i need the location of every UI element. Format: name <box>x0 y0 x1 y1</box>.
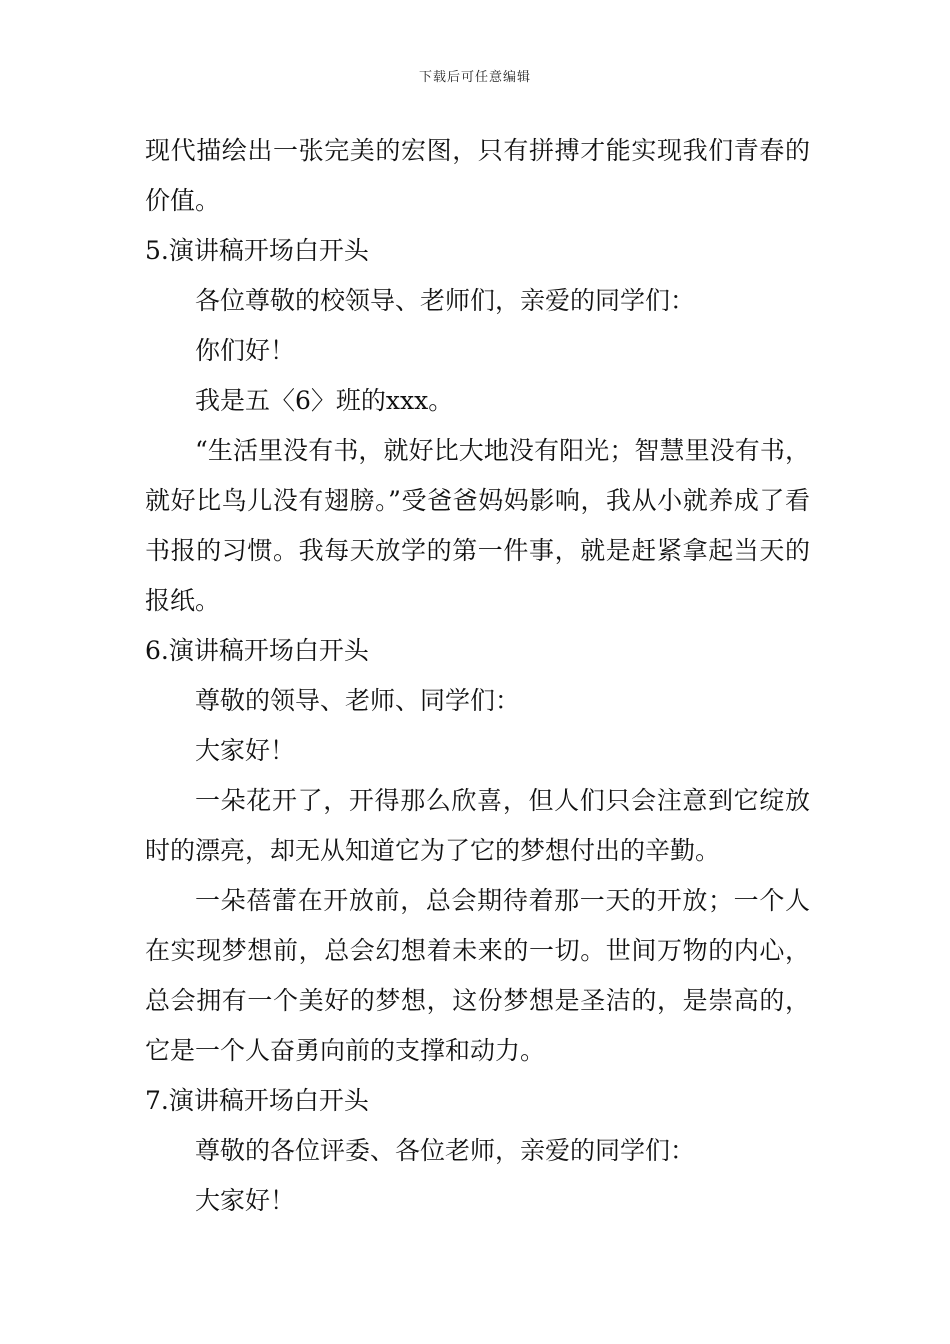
section-heading: 6.演讲稿开场白开头 <box>145 636 369 665</box>
body-paragraph: 我是五〈6〉班的xxx。 <box>195 386 454 415</box>
body-paragraph: 一朵花开了，开得那么欣喜，但人们只会注意到它绽放时的漂亮，却无从知道它为了它的梦想付出的辛勤。 <box>145 786 810 865</box>
body-paragraph: 大家好！ <box>195 736 296 765</box>
body-paragraph: 大家好！ <box>195 1186 296 1215</box>
body-paragraph: 各位尊敬的校领导、老师们，亲爱的同学们： <box>195 286 696 315</box>
page-header: 下载后可任意编辑 <box>418 70 531 85</box>
body-paragraph: 尊敬的领导、老师、同学们： <box>195 686 521 715</box>
body-paragraph: 你们好！ <box>195 336 296 365</box>
section-heading: 5.演讲稿开场白开头 <box>145 236 369 265</box>
body-paragraph: 一朵蓓蕾在开放前，总会期待着那一天的开放；一个人在实现梦想前，总会幻想着未来的一切。世间万物的内心，总会拥有一个美好的梦想，这份梦想是圣洁的，是崇高的，它是一个人奋勇向前的支撑和动力。 <box>145 886 810 1065</box>
section-heading: 7.演讲稿开场白开头 <box>145 1086 369 1115</box>
document-body <box>145 126 810 1226</box>
body-paragraph: 尊敬的各位评委、各位老师，亲爱的同学们： <box>195 1136 696 1165</box>
body-paragraph: “生活里没有书，就好比大地没有阳光；智慧里没有书，就好比鸟儿没有翅膀。”受爸爸妈妈影响，我从小就养成了看书报的习惯。我每天放学的第一件事，就是赶紧拿起当天的报纸。 <box>145 436 810 615</box>
body-paragraph: 现代描绘出一张完美的宏图，只有拼搏才能实现我们青春的价值。 <box>145 136 810 215</box>
